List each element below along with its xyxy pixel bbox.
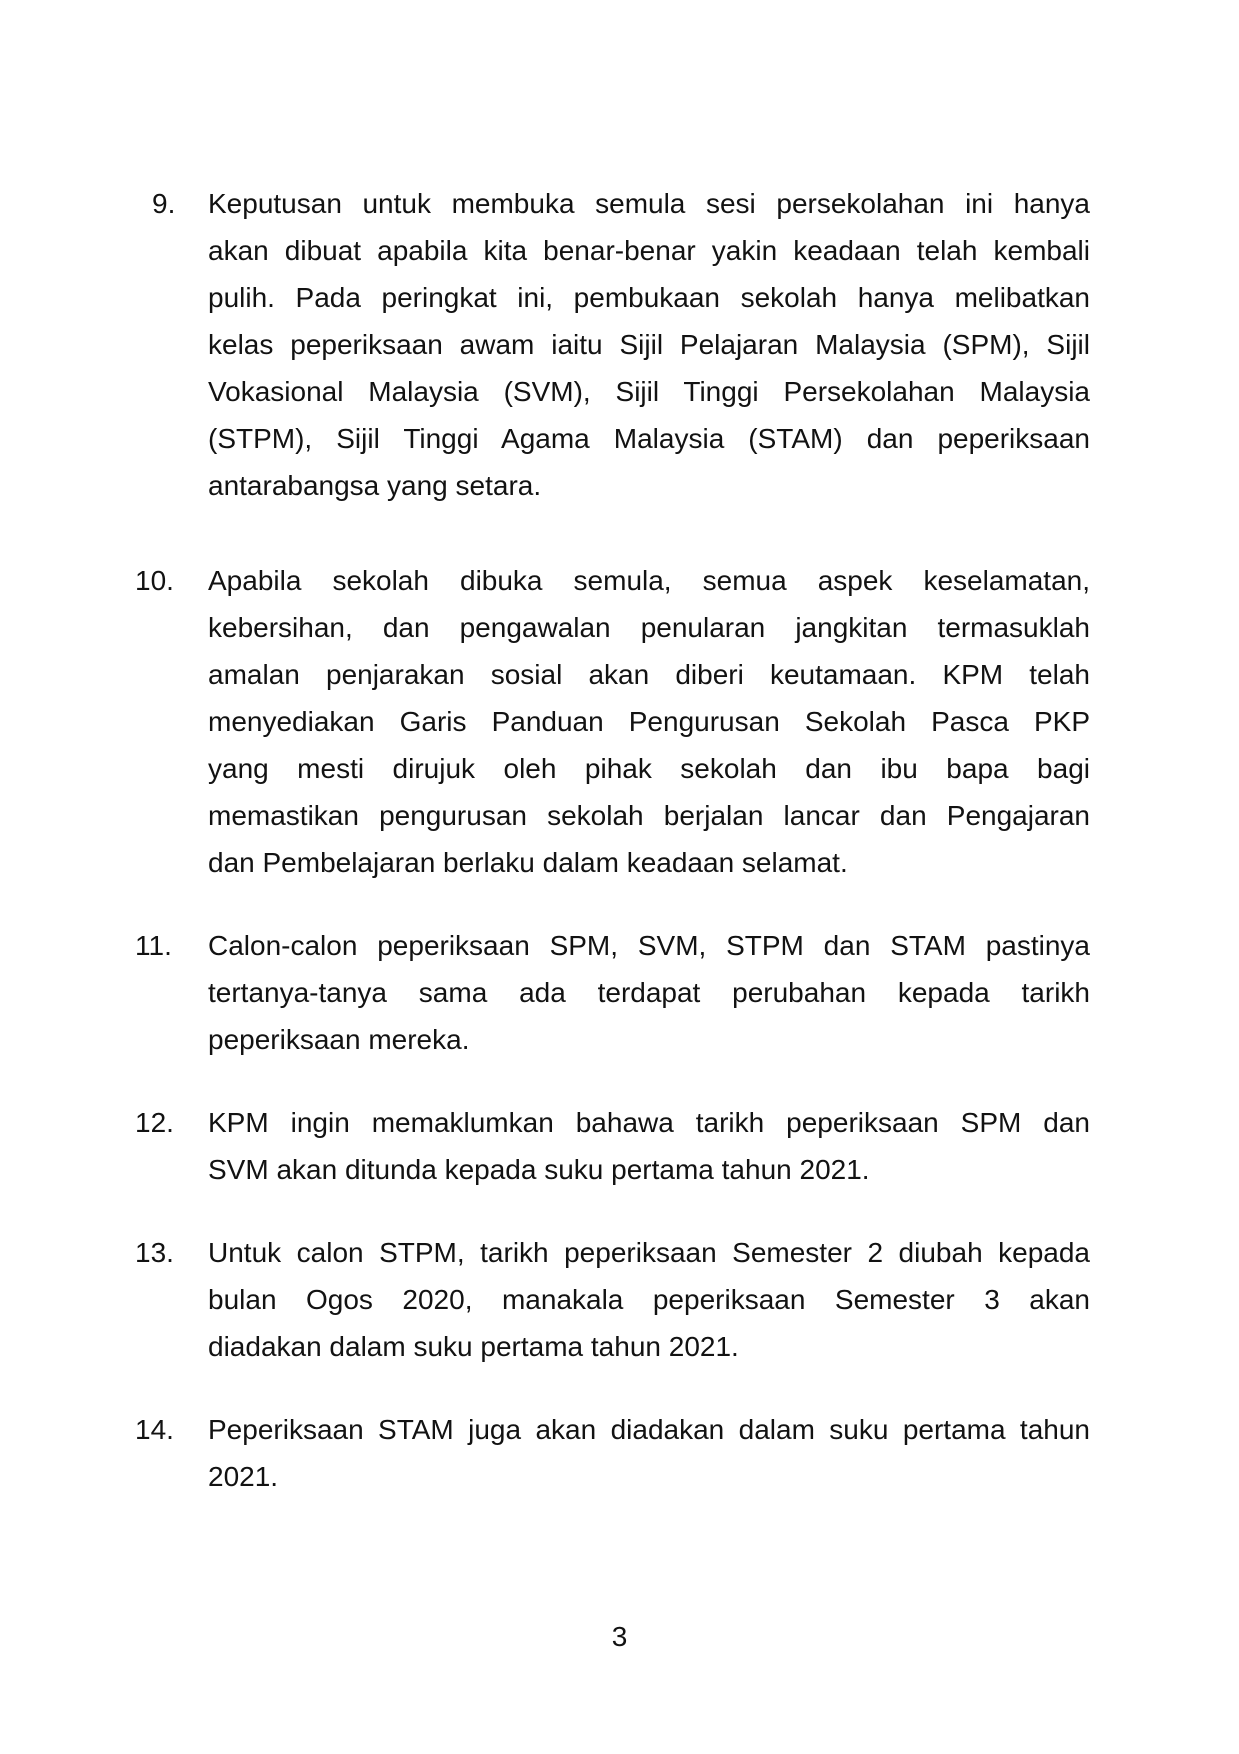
- text-line: Calon-calon peperiksaan SPM, SVM, STPM dan STAM pastinya: [208, 930, 1090, 961]
- text-line: Peperiksaan STAM juga akan diadakan dalam suku pertama tahun: [208, 1414, 1090, 1445]
- text-line: tertanya-tanya sama ada terdapat perubahan kepada tarikh: [208, 977, 1090, 1008]
- paragraph-number: 14.: [135, 1414, 174, 1445]
- text-line: 2021.: [208, 1461, 279, 1492]
- text-line: akan dibuat apabila kita benar-benar yakin keadaan telah kembali: [208, 235, 1090, 266]
- text-line: Apabila sekolah dibuka semula, semua aspek keselamatan,: [208, 565, 1090, 596]
- paragraph-number: 9.: [152, 188, 176, 219]
- paragraph-text: [208, 1099, 1090, 1193]
- text-line: bulan Ogos 2020, manakala peperiksaan Semester 3 akan: [208, 1284, 1090, 1315]
- text-line: diadakan dalam suku pertama tahun 2021.: [208, 1331, 739, 1362]
- paragraph-text: [208, 922, 1090, 1063]
- text-line: dan Pembelajaran berlaku dalam keadaan selamat.: [208, 847, 848, 878]
- paragraph-number: 12.: [135, 1107, 174, 1138]
- paragraph-number: 11.: [135, 930, 172, 961]
- text-line: menyediakan Garis Panduan Pengurusan Sekolah Pasca PKP: [208, 706, 1090, 737]
- text-line: (STPM), Sijil Tinggi Agama Malaysia (STAM) dan peperiksaan: [208, 423, 1090, 454]
- text-line: memastikan pengurusan sekolah berjalan lancar dan Pengajaran: [208, 800, 1090, 831]
- text-line: kelas peperiksaan awam iaitu Sijil Pelajaran Malaysia (SPM), Sijil: [208, 329, 1090, 360]
- numbered-paragraph: [135, 1406, 1090, 1500]
- text-line: Untuk calon STPM, tarikh peperiksaan Semester 2 diubah kepada: [208, 1237, 1090, 1268]
- numbered-paragraph: [135, 1099, 1090, 1193]
- numbered-paragraph: [135, 1229, 1090, 1370]
- text-line: antarabangsa yang setara.: [208, 470, 542, 501]
- paragraph-text: [208, 180, 1090, 509]
- paragraph-text: [208, 557, 1090, 886]
- paragraph-number: 13.: [135, 1237, 174, 1268]
- page-number: 3: [611, 1621, 628, 1652]
- text-line: pulih. Pada peringkat ini, pembukaan sekolah hanya melibatkan: [208, 282, 1090, 313]
- numbered-paragraph: [135, 922, 1090, 1063]
- paragraph-number: 10.: [135, 565, 174, 596]
- paragraph-text: [208, 1406, 1090, 1500]
- text-line: yang mesti dirujuk oleh pihak sekolah dan ibu bapa bagi: [208, 753, 1090, 784]
- text-line: SVM akan ditunda kepada suku pertama tahun 2021.: [208, 1154, 870, 1185]
- text-line: Vokasional Malaysia (SVM), Sijil Tinggi Persekolahan Malaysia: [208, 376, 1090, 407]
- paragraph-list: [135, 180, 1090, 1536]
- text-line: peperiksaan mereka.: [208, 1024, 470, 1055]
- numbered-paragraph: [135, 557, 1090, 886]
- text-line: Keputusan untuk membuka semula sesi persekolahan ini hanya: [208, 188, 1090, 219]
- numbered-paragraph: [135, 180, 1090, 509]
- paragraph-text: [208, 1229, 1090, 1370]
- text-line: amalan penjarakan sosial akan diberi keutamaan. KPM telah: [208, 659, 1090, 690]
- text-line: kebersihan, dan pengawalan penularan jangkitan termasuklah: [208, 612, 1090, 643]
- text-line: KPM ingin memaklumkan bahawa tarikh peperiksaan SPM dan: [208, 1107, 1090, 1138]
